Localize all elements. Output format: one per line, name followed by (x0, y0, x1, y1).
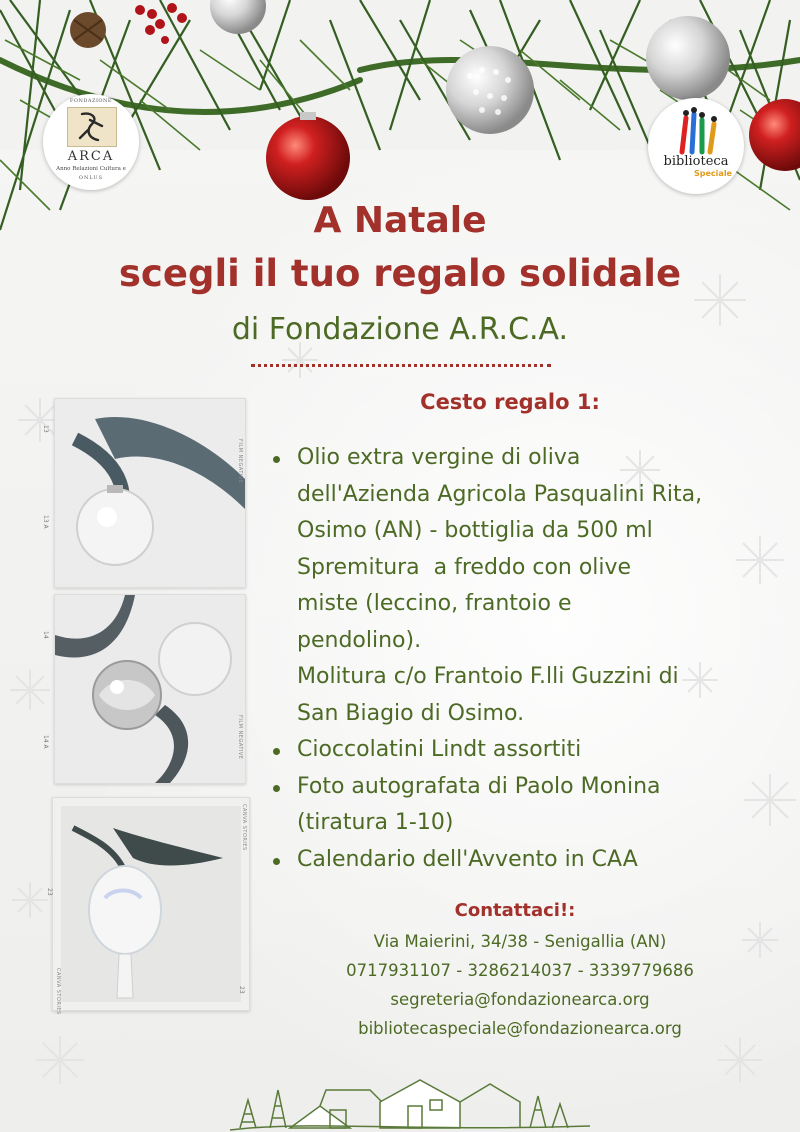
contact-email-biblioteca[interactable]: bibliotecaspeciale@fondazionearca.org (358, 1019, 682, 1038)
ornament-photo-1 (42, 398, 246, 588)
frame-number-14: 14 (42, 631, 49, 639)
arca-logo (43, 94, 139, 190)
gift-items-list (268, 440, 788, 878)
arca-logo-name: ARCA (67, 149, 115, 164)
canva-stories-label: CANVA STORIES (55, 968, 61, 1015)
biblioteca-logo-word: biblioteca (663, 154, 729, 169)
contact-phones: 0717931107 - 3286214037 - 3339779686 (346, 961, 694, 980)
contact-address: Via Maierini, 34/38 - Senigallia (AN) (373, 932, 667, 951)
page-title-line2: scegli il tuo regalo solidale (118, 252, 682, 295)
biblioteca-logo-word2: Speciale (694, 169, 732, 178)
dotted-divider (251, 364, 551, 367)
frame-number-13: 13 (42, 425, 49, 433)
film-negative-label: FILM NEGATIVE (237, 439, 243, 484)
list-item: Cioccolatini Lindt assortiti (268, 732, 788, 769)
arca-logo-onlus: ONLUS (78, 175, 104, 181)
ornament-photo-2 (42, 594, 246, 784)
gift-basket-title: Cesto regalo 1: (420, 390, 600, 414)
page-title-line1: A Natale (313, 200, 487, 241)
frame-number-23b: 23 (238, 986, 245, 994)
canva-stories-label-2: CANVA STORIES (241, 804, 247, 851)
ornament-photo-3 (46, 797, 250, 1015)
snowy-village-illustration (230, 1040, 590, 1132)
arca-logo-subtitle: Anno Relazioni Cultura e (56, 166, 126, 172)
film-negative-label-2: FILM NEGATIVE (237, 715, 243, 760)
page-subtitle: di Fondazione A.R.C.A. (231, 312, 569, 347)
biblioteca-speciale-logo (648, 98, 744, 194)
contact-email-segreteria[interactable]: segreteria@fondazionearca.org (390, 990, 650, 1009)
list-item: Olio extra vergine di oliva dell'Azienda Agricola Pasqualini Rita, Osimo (AN) - bottiglia da 500 ml Spremitura a freddo con olive miste (leccino, frantoio e pendolino). Molitura c/o Frantoio F.lli Guzzini di San Biagio di Osimo. (268, 440, 788, 732)
biblioteca-figures-icon (676, 106, 720, 154)
arca-logo-emblem-icon (67, 107, 117, 147)
list-item: Calendario dell'Avvento in CAA (268, 842, 788, 879)
frame-number-23: 23 (46, 888, 53, 896)
frame-number-14a: 14 A (42, 735, 49, 749)
arca-logo-top-text: FONDAZIONE (69, 98, 113, 104)
frame-number-13a: 13 A (42, 515, 49, 529)
list-item: Foto autografata di Paolo Monina (tiratura 1-10) (268, 769, 788, 842)
contact-title: Contattaci!: (454, 900, 576, 921)
